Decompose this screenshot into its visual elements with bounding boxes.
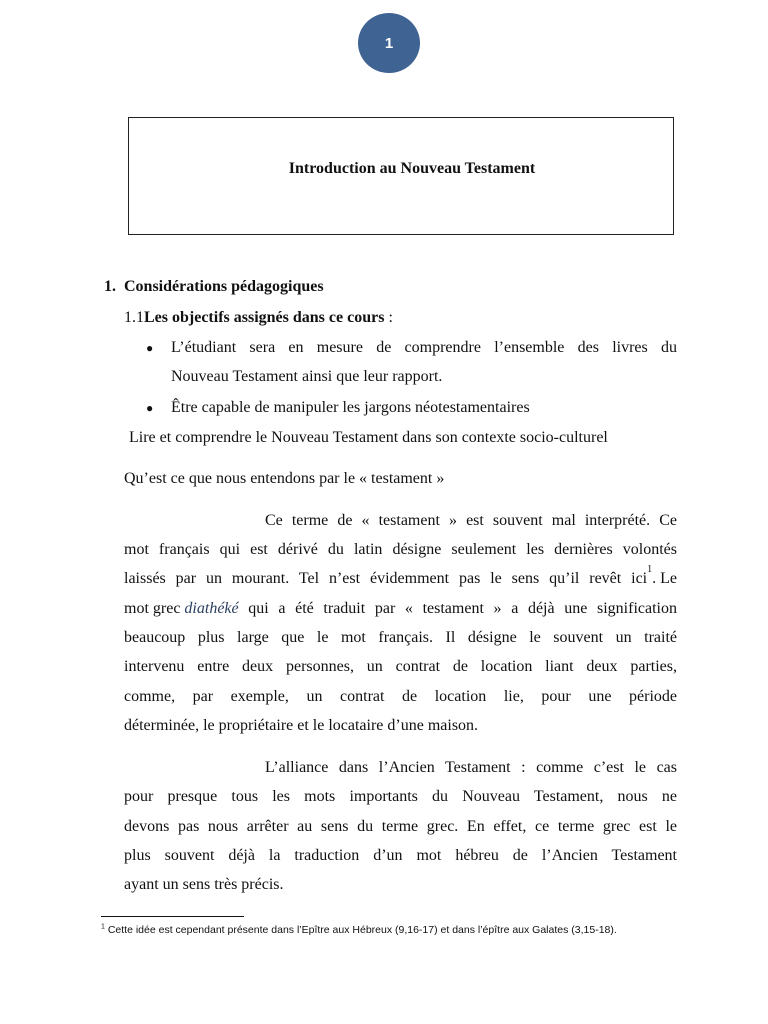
page-number-badge: 1 [358,13,420,73]
paragraph1-line-7: comme, par exemple, un contrat de location lie, pour une période [124,688,677,705]
footnote-reference[interactable]: 1 [647,564,653,575]
paragraph1-line-4-end: qui a été traduit par « testament » a déjà une signification [238,600,677,617]
paragraph1-line-5: beaucoup plus large que le mot français. Il désigne le souvent un traité [124,629,677,646]
paragraph1-line-3 [124,564,677,588]
paragraph1-line-6: intervenu entre deux personnes, un contrat de location liant deux parties, [124,658,677,675]
paragraph1-line-4 [124,600,677,618]
footnote-text: Cette idée est cependant présente dans l’Epître aux Hébreux (9,16-17) et dans l’épître aux Galates (3,15-18). [104,924,617,936]
subsection-colon: : [384,309,393,326]
bullet-2-line-1: Être capable de manipuler les jargons néotestamentaires [171,399,530,416]
paragraph1-line-3-text: laissés par un mourant. Tel n’est évidemment pas le sens qu’il revêt ici [124,570,648,587]
title-box [128,117,674,235]
paragraph1-line-4-start: mot grec [124,600,185,617]
section-number: 1. [104,278,116,295]
paragraph2-line-5: ayant un sens très précis. [124,876,284,893]
footnote-marker: 1 [101,923,105,931]
document-title: Introduction au Nouveau Testament [288,160,536,177]
bullet-dot-icon: ● [146,401,154,415]
footnote-separator [101,916,244,917]
section-title: Considérations pédagogiques [124,278,324,295]
bullet-dot-icon: ● [146,341,154,355]
subsection-number: 1.1 [124,309,144,326]
section-heading [104,278,324,296]
paragraph2-line-3: devons pas nous arrêter au sens du terme grec. En effet, ce terme grec est le [124,818,677,835]
paragraph2-line-4: plus souvent déjà la traduction d’un mot hébreu de l’Ancien Testament [124,847,677,864]
bullet-1-line-1: L’étudiant sera en mesure de comprendre l’ensemble des livres du [171,339,677,356]
paragraph2-line-1: L’alliance dans l’Ancien Testament : comme c’est le cas [265,759,677,776]
paragraph2-line-2: pour presque tous les mots importants du Nouveau Testament, nous ne [124,788,677,805]
question-line: Qu’est ce que nous entendons par le « testament » [124,470,445,487]
greek-term: diathéké [184,600,239,617]
paragraph1-line-3-end: . Le [652,570,677,587]
footnote [101,924,617,936]
subsection-title: Les objectifs assignés dans ce cours [144,309,385,326]
bullet-1-line-2: Nouveau Testament ainsi que leur rapport. [171,368,443,385]
paragraph1-line-8: déterminée, le propriétaire et le locataire d’une maison. [124,717,479,734]
extra-objective: Lire et comprendre le Nouveau Testament dans son contexte socio-culturel [129,429,608,446]
paragraph1-line-1: Ce terme de « testament » est souvent mal interprété. Ce [265,512,677,529]
subsection-heading [124,309,393,327]
paragraph1-line-2: mot français qui est dérivé du latin désigne seulement les dernières volontés [124,541,677,558]
